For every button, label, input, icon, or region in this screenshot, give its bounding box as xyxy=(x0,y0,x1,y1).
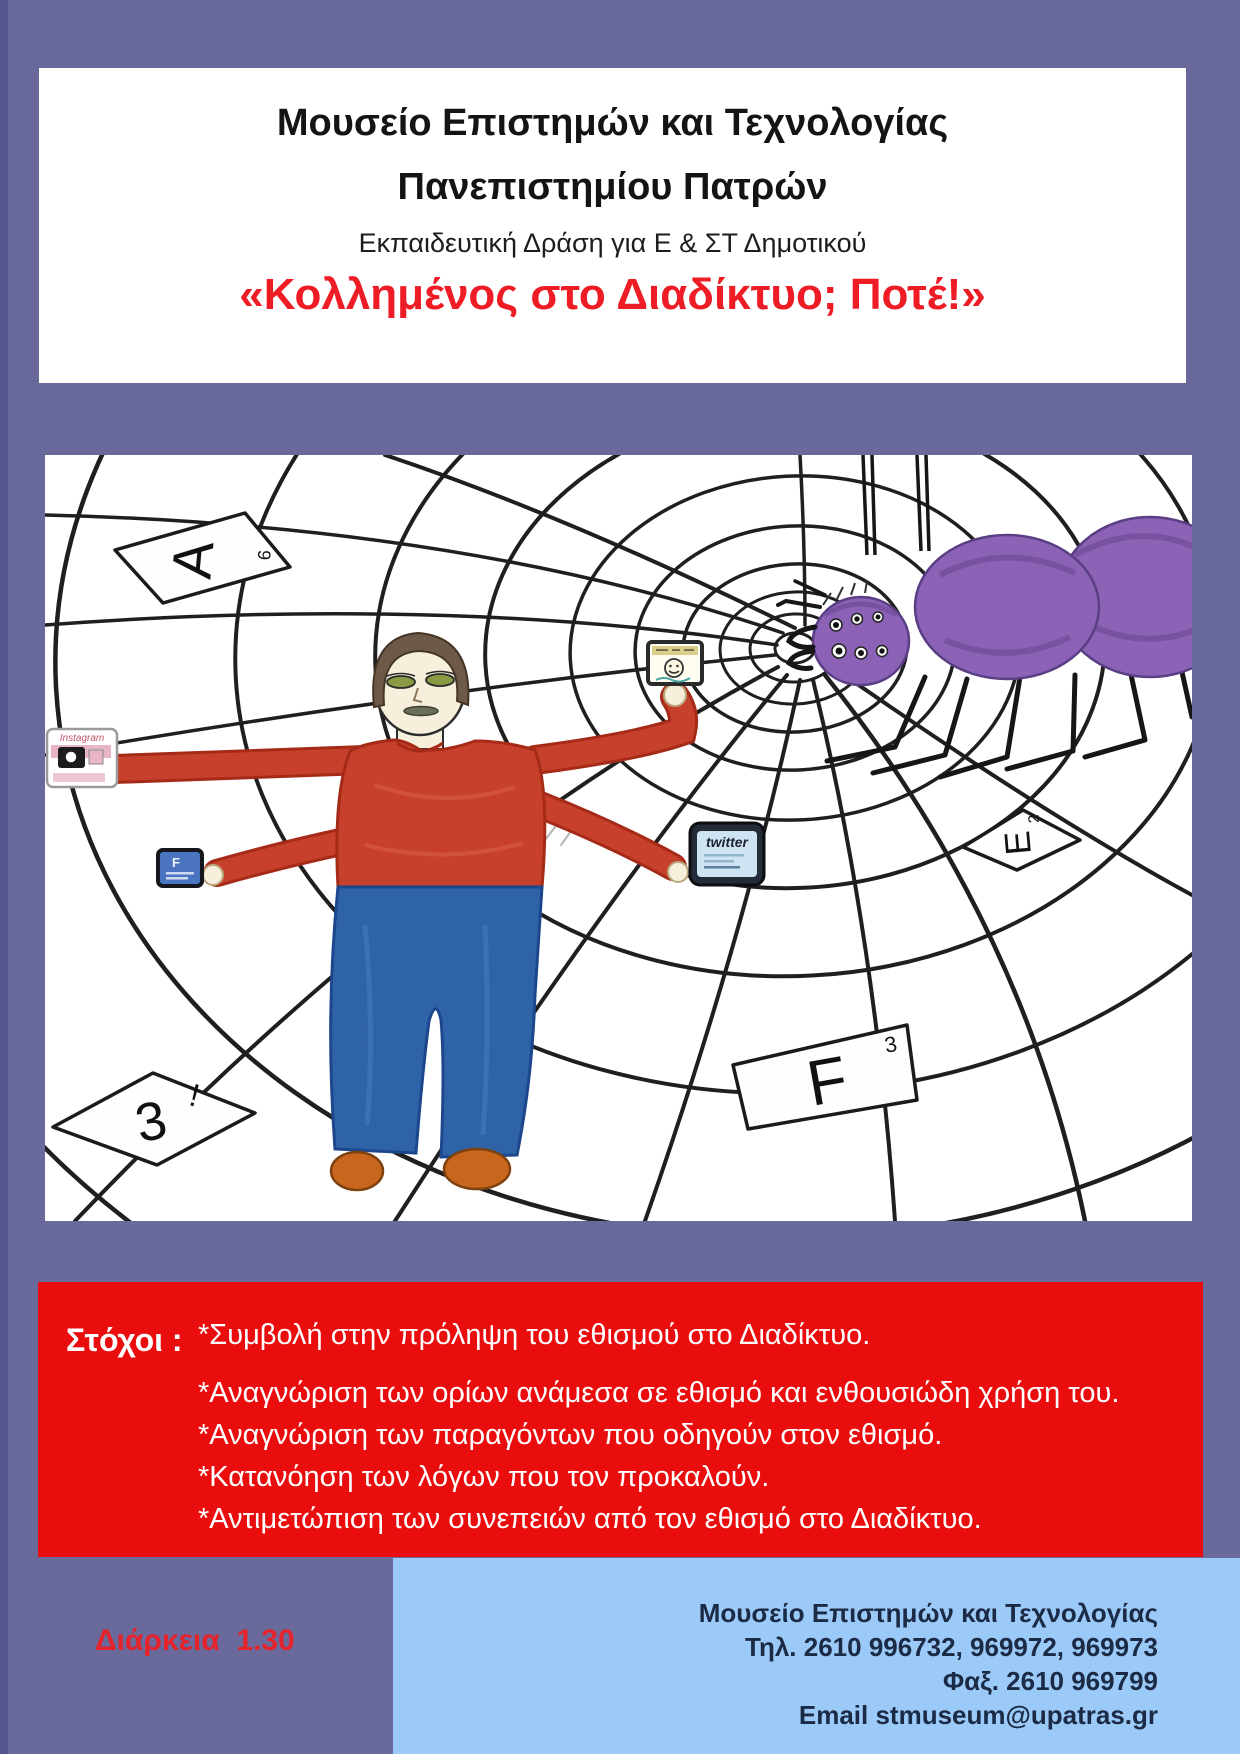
goals-box xyxy=(38,1282,1203,1557)
spider-body xyxy=(813,517,1192,685)
audience-subtitle: Εκπαιδευτική Δράση για Ε & ΣΤ Δημοτικού xyxy=(358,228,867,258)
tile-a-small: 6 xyxy=(254,549,275,561)
tile-f-small: 3 xyxy=(882,1031,899,1058)
contact-fax: Φαξ. 2610 969799 xyxy=(942,1666,1158,1696)
tile-e-small: 2 xyxy=(1025,813,1043,824)
left-edge-shade xyxy=(0,0,8,1754)
contact-museum-name: Μουσείο Επιστημών και Τεχνολογίας xyxy=(698,1598,1158,1628)
contact-box xyxy=(393,1558,1240,1754)
contact-email: Email stmuseum@upatras.gr xyxy=(798,1700,1158,1730)
twitter-icon xyxy=(690,823,764,885)
goal-item: *Αντιμετώπιση των συνεπειών από τον εθισμό στο Διαδίκτυο. xyxy=(198,1503,982,1535)
tile-f xyxy=(733,1025,917,1129)
tile-three-bang: ! xyxy=(185,1076,204,1114)
tile-three xyxy=(53,1073,255,1165)
museum-title-line2: Πανεπιστημίου Πατρών xyxy=(397,166,828,208)
contact-phone: Τηλ. 2610 996732, 969972, 969973 xyxy=(745,1632,1158,1662)
video-call-icon xyxy=(648,642,702,684)
instagram-label: Instagram xyxy=(59,733,105,744)
goals-heading: Στόχοι : xyxy=(66,1322,183,1358)
tile-a-letter: A xyxy=(159,538,226,582)
instagram-icon xyxy=(47,729,117,787)
goal-item: *Συμβολή στην πρόληψη του εθισμού στο Διαδίκτυο. xyxy=(198,1319,871,1351)
facebook-letter: F xyxy=(172,855,180,870)
goal-item: *Κατανόηση των λόγων που τον προκαλούν. xyxy=(198,1461,770,1493)
drawing-canvas xyxy=(45,455,1192,1221)
spider xyxy=(778,455,1192,777)
tile-f-letter: F xyxy=(801,1042,853,1120)
boy-shoe-left xyxy=(331,1152,383,1190)
goal-item: *Αναγνώριση των ορίων ανάμεσα σε εθισμό και ενθουσιώδη χρήση του. xyxy=(198,1377,1120,1409)
goal-item: *Αναγνώριση των παραγόντων που οδηγούν στον εθισμό. xyxy=(198,1419,943,1451)
duration-label: Διάρκεια 1.30 xyxy=(95,1624,295,1657)
event-title: «Κολλημένος στο Διαδίκτυο; Ποτέ!» xyxy=(239,270,986,319)
twitter-label: twitter xyxy=(706,834,748,850)
facebook-icon xyxy=(158,850,202,886)
boy-sweater xyxy=(337,740,545,887)
tile-three-number: 3 xyxy=(130,1089,172,1155)
boy-jeans xyxy=(331,887,542,1157)
boy-shoe-right xyxy=(444,1149,510,1189)
museum-title-line1: Μουσείο Επιστημών και Τεχνολογίας xyxy=(276,102,949,144)
spider-web-drawing xyxy=(45,455,1192,1221)
tile-e-letter: E xyxy=(996,829,1039,857)
spider-raised-legs xyxy=(863,455,929,555)
header-card xyxy=(39,68,1186,383)
